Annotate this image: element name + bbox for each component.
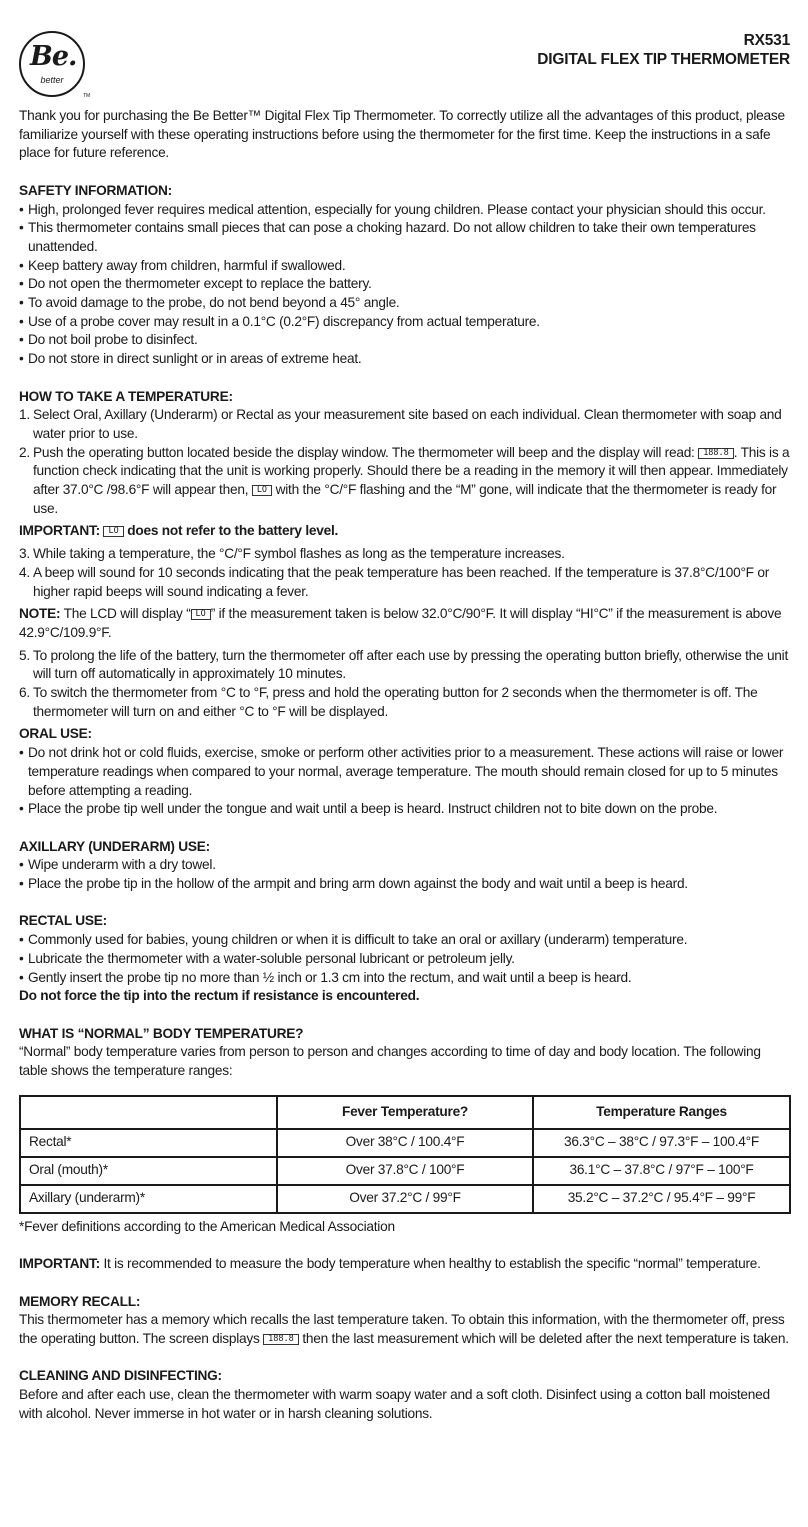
rectal-item: • Lubricate the thermometer with a water-soluble personal lubricant or petroleum jelly. [19, 950, 791, 969]
lcd-note: NOTE: The LCD will display “ LO ” if the measurement taken is below 32.0°C/90°F. It will display “HI°C” if the measurement is above 42.9°C/109.9°F. [19, 606, 782, 640]
table-cell: Over 37.2°C / 99°F [277, 1185, 533, 1213]
table-header-cell: Temperature Ranges [533, 1096, 790, 1129]
important-healthy-note: IMPORTANT: It is recommended to measure the body temperature when healthy to establish the specific “normal” temperature. [19, 1256, 761, 1272]
document-header [537, 31, 790, 69]
table-cell: Axillary (underarm)* [20, 1185, 277, 1213]
logo-mark: Be. [30, 41, 77, 72]
normal-temp-text: “Normal” body temperature varies from person to person and changes according to time of day and body location. The following table shows the temperature ranges: [19, 1044, 761, 1079]
axillary-heading: AXILLARY (UNDERARM) USE: [19, 838, 210, 854]
safety-item: • This thermometer contains small pieces that can pose a choking hazard. Do not allow children to take their own temperatures unattended. [19, 219, 791, 256]
table-cell: Oral (mouth)* [20, 1157, 277, 1185]
safety-item: • To avoid damage to the probe, do not bend beyond a 45° angle. [19, 294, 791, 313]
table-cell: Rectal* [20, 1129, 277, 1157]
safety-item: • Do not boil probe to disinfect. [19, 331, 791, 350]
table-cell: 35.2°C – 37.2°C / 95.4°F – 99°F [533, 1185, 790, 1213]
safety-heading: SAFETY INFORMATION: [19, 182, 172, 198]
model-number: RX531 [743, 32, 790, 49]
important-note: IMPORTANT: LO does not refer to the battery level. [19, 523, 339, 539]
table-header-cell: Fever Temperature? [277, 1096, 533, 1129]
memory-text: This thermometer has a memory which recalls the last temperature taken. To obtain this information, with the thermometer off, press the operating button. The screen displays 188.8 then the last measurement which will be deleted after the next temperature is taken. [19, 1312, 789, 1346]
howto-step-3: 3. While taking a temperature, the °C/°F symbol flashes as long as the temperature increases. [19, 546, 565, 562]
table-row [20, 1157, 790, 1185]
howto-step-5: 5. To prolong the life of the battery, turn the thermometer off after each use by pressing the operating button briefly, otherwise the unit will turn off automatically in approximately 10 minutes. [19, 647, 789, 682]
table-header-row [20, 1096, 790, 1129]
table-row [20, 1185, 790, 1213]
safety-item: • Use of a probe cover may result in a 0.1°C (0.2°F) discrepancy from actual temperature. [19, 313, 791, 332]
oral-item: • Place the probe tip well under the tongue and wait until a beep is heard. Instruct children not to bite down on the probe. [19, 800, 791, 819]
howto-heading: HOW TO TAKE A TEMPERATURE: [19, 388, 233, 404]
oral-heading: ORAL USE: [19, 726, 92, 742]
howto-step-4: 4. A beep will sound for 10 seconds indicating that the peak temperature has been reached. If the temperature is 37.8°C/100°F or higher rapid beeps will sound indicating a fever. [19, 564, 770, 599]
table-header-cell [20, 1096, 277, 1129]
rectal-heading: RECTAL USE: [19, 913, 107, 929]
table-row [20, 1129, 790, 1157]
safety-item: • Do not open the thermometer except to replace the battery. [19, 275, 791, 294]
axillary-item: • Wipe underarm with a dry towel. [19, 856, 791, 875]
intro-paragraph: Thank you for purchasing the Be Better™ Digital Flex Tip Thermometer. To correctly utilize all the advantages of this product, please familiarize yourself with these operating instructions before using the thermometer for the first time. Keep the instructions in a safe place for future reference. [19, 108, 785, 161]
howto-step-1: 1. Select Oral, Axillary (Underarm) or Rectal as your measurement site based on each individual. Clean thermometer with soap and water prior to use. [19, 407, 782, 441]
lcd-full-segment-icon: 188.8 [263, 1334, 299, 1345]
normal-temp-heading: WHAT IS “NORMAL” BODY TEMPERATURE? [19, 1025, 304, 1041]
rectal-warning: Do not force the tip into the rectum if resistance is encountered. [19, 988, 420, 1004]
cleaning-heading: CLEANING AND DISINFECTING: [19, 1368, 222, 1384]
memory-heading: MEMORY RECALL: [19, 1293, 141, 1309]
document-title: DIGITAL FLEX TIP THERMOMETER [537, 51, 790, 68]
document-body [19, 107, 791, 1423]
oral-item: • Do not drink hot or cold fluids, exercise, smoke or perform other activities prior to a measurement. These actions will raise or lower temperature readings when compared to your normal, average temperature. The mouth should remain closed for up to 5 minutes before attempting a reading. [19, 744, 791, 800]
table-footnote: *Fever definitions according to the American Medical Association [19, 1218, 395, 1234]
logo-trademark: TM [83, 93, 91, 99]
rectal-item: • Gently insert the probe tip no more than ½ inch or 1.3 cm into the rectum, and wait until a beep is heard. [19, 969, 791, 988]
table-cell: Over 37.8°C / 100°F [277, 1157, 533, 1185]
lcd-lo-icon: LO [191, 609, 211, 620]
howto-step-2: 2. Push the operating button located beside the display window. The thermometer will beep and the display will read: 188.8 . This is a function check indicating that the unit is working properly. Should there be a reading in the memory it will then appear. Immediately after 37.0°C /98.6°F will appear then, LO with the °C/°F flashing and the “M” gone, will indicate that the thermometer is ready for use. [19, 444, 790, 516]
axillary-item: • Place the probe tip in the hollow of the armpit and bring arm down against the body and wait until a beep is heard. [19, 875, 791, 894]
rectal-item: • Commonly used for babies, young children or when it is difficult to take an oral or axillary (underarm) temperature. [19, 931, 791, 950]
safety-item: • High, prolonged fever requires medical attention, especially for young children. Please contact your physician should this occur. [19, 201, 791, 220]
be-better-logo [19, 31, 91, 99]
temperature-table [19, 1095, 791, 1214]
howto-step-6: 6. To switch the thermometer from °C to °F, press and hold the operating button for 2 seconds when the thermometer is off. The thermometer will turn on and either °C to °F will be displayed. [19, 685, 758, 719]
table-cell: 36.3°C – 38°C / 97.3°F – 100.4°F [533, 1129, 790, 1157]
table-cell: Over 38°C / 100.4°F [277, 1129, 533, 1157]
logo-subtitle: better [40, 75, 64, 85]
lcd-lo-icon: LO [103, 526, 123, 537]
lcd-full-segment-icon: 188.8 [698, 448, 734, 459]
lcd-lo-icon: LO [252, 485, 272, 496]
table-cell: 36.1°C – 37.8°C / 97°F – 100°F [533, 1157, 790, 1185]
cleaning-text: Before and after each use, clean the thermometer with warm soapy water and a soft cloth. Disinfect using a cotton ball moistened with alcohol. Never immerse in hot water or in harsh cleaning solutions. [19, 1387, 770, 1421]
safety-item: • Keep battery away from children, harmful if swallowed. [19, 257, 791, 276]
safety-item: • Do not store in direct sunlight or in areas of extreme heat. [19, 350, 791, 369]
